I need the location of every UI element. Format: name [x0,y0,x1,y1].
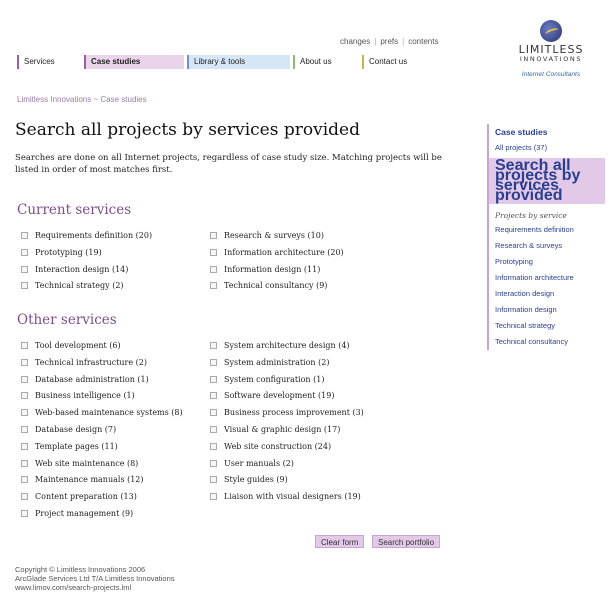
service-option[interactable] [210,231,324,241]
service-option[interactable] [210,248,344,258]
service-option[interactable] [21,375,149,385]
sidebar-subheading: Projects by service [495,211,567,220]
changes-link[interactable]: changes [340,37,371,46]
service-option[interactable] [210,391,334,401]
globe-logo-icon [540,20,562,42]
nav-tab-library-tools[interactable]: Library & tools [187,55,290,69]
service-label: Technical infrastructure (2) [35,357,147,367]
service-label: System architecture design (4) [224,341,350,350]
service-checkbox[interactable] [21,426,28,433]
service-checkbox[interactable] [21,342,28,349]
other-services-heading: Other services [17,312,117,328]
service-label: Web-based maintenance systems (8) [35,408,183,418]
service-checkbox[interactable] [210,376,217,383]
service-checkbox[interactable] [21,510,28,517]
service-label: Style guides (9) [224,475,288,485]
service-label: Prototyping (19) [35,247,102,257]
service-label: Database administration (1) [35,374,149,384]
service-checkbox[interactable] [210,282,217,289]
footer-url: www.limov.com/search-projects.lml [15,583,132,592]
service-option[interactable] [210,459,294,469]
utility-links: changes | prefs | contents [340,37,439,46]
service-option[interactable] [210,265,320,275]
sidebar-item[interactable]: Interaction design [495,289,555,298]
service-label: Project management (9) [35,509,134,518]
sidebar-service-list [489,222,605,350]
nav-tab-about-us[interactable]: About us [293,55,359,69]
clear-form-button[interactable]: Clear form [315,535,364,548]
service-checkbox[interactable] [21,232,28,239]
service-checkbox[interactable] [21,493,28,500]
nav-tab-case-studies[interactable]: Case studies [84,55,184,69]
sidebar-active-item[interactable]: Search all projects by services provided [489,158,605,204]
sidebar [487,124,605,350]
service-label: Tool development (6) [35,341,121,350]
intro-text: Searches are done on all Internet projects, regardless of case study size. Matching projects will be listed in order of most matches first. [15,153,442,175]
service-option[interactable] [210,408,364,418]
logo-sub: INNOVATIONS [519,55,583,63]
service-checkbox[interactable] [21,409,28,416]
service-checkbox[interactable] [21,460,28,467]
service-label: Web site construction (24) [224,441,332,451]
service-option[interactable] [21,281,124,291]
service-option[interactable] [210,341,350,351]
service-label: User manuals (2) [224,458,294,468]
sidebar-item[interactable]: Prototyping [495,257,533,266]
service-label: Information architecture (20) [224,247,344,257]
service-label: Requirements definition (20) [35,231,153,240]
logo-name: LIMITLESS [518,43,584,56]
prefs-link[interactable]: prefs [380,37,399,46]
service-checkbox[interactable] [210,249,217,256]
service-label: Web site maintenance (8) [35,458,139,468]
service-option[interactable] [21,442,118,452]
service-option[interactable] [21,248,102,258]
service-checkbox[interactable] [21,249,28,256]
service-label: Liaison with visual designers (19) [224,492,361,502]
service-option[interactable] [21,341,121,351]
service-checkbox[interactable] [210,232,217,239]
service-label: Template pages (11) [35,441,118,451]
service-label: Information design (11) [224,264,321,274]
service-checkbox[interactable] [21,392,28,399]
service-label: Business process improvement (3) [224,408,364,418]
service-label: Database design (7) [35,425,117,434]
service-label: Interaction design (14) [35,264,129,274]
service-option[interactable] [21,265,128,275]
service-label: Technical strategy (2) [35,281,124,291]
service-checkbox[interactable] [210,460,217,467]
logo[interactable] [506,20,596,78]
service-label: System administration (2) [224,357,330,367]
sidebar-all-projects[interactable]: All projects (37) [495,143,548,152]
footer-company: ArcGlade Services Ltd T/A Limitless Innovations [15,574,175,583]
service-option[interactable] [21,475,144,485]
current-services-heading: Current services [17,202,132,218]
service-checkbox[interactable] [210,476,217,483]
footer [15,565,175,592]
service-option[interactable] [21,492,137,502]
service-checkbox[interactable] [21,376,28,383]
service-option[interactable] [210,281,327,291]
service-checkbox[interactable] [210,409,217,416]
nav-tab-services[interactable]: Services [17,55,83,69]
service-option[interactable] [21,459,138,469]
service-checkbox[interactable] [21,266,28,273]
service-option[interactable] [21,391,135,401]
sidebar-item[interactable]: Research & surveys [495,241,563,250]
service-label: Technical consultancy (9) [224,281,328,291]
service-checkbox[interactable] [210,493,217,500]
service-checkbox[interactable] [210,266,217,273]
service-label: Content preparation (13) [35,492,137,502]
sidebar-item[interactable]: Technical strategy [495,321,556,330]
service-label: System configuration (1) [224,374,325,384]
service-option[interactable] [210,375,324,385]
sidebar-item[interactable]: Information architecture [495,273,574,282]
service-label: Visual & graphic design (17) [224,425,341,434]
service-checkbox[interactable] [21,476,28,483]
service-checkbox[interactable] [210,392,217,399]
service-option[interactable] [210,358,329,368]
service-option[interactable] [21,425,116,435]
service-label: Software development (19) [224,391,335,401]
breadcrumb[interactable]: Limitless Innovations ~ Case studies [17,95,147,104]
service-checkbox[interactable] [21,443,28,450]
service-label: Research & surveys (10) [224,231,324,240]
service-checkbox[interactable] [210,443,217,450]
sidebar-item[interactable]: Information design [495,305,557,314]
service-option[interactable] [21,408,183,418]
page-title: Search all projects by services provided [15,120,360,140]
sidebar-item[interactable]: Technical consultancy [495,337,568,346]
service-option[interactable] [210,475,288,485]
sidebar-item[interactable]: Requirements definition [495,225,574,234]
service-checkbox[interactable] [210,359,217,366]
service-checkbox[interactable] [210,342,217,349]
logo-tagline: Internet Consultants [521,71,581,78]
service-option[interactable] [21,509,133,519]
service-checkbox[interactable] [21,282,28,289]
service-option[interactable] [210,442,331,452]
service-label: Maintenance manuals (12) [35,475,144,485]
service-checkbox[interactable] [210,426,217,433]
service-label: Business intelligence (1) [35,391,135,401]
service-option[interactable] [21,231,152,241]
service-option[interactable] [210,492,361,502]
service-option[interactable] [21,358,147,368]
service-checkbox[interactable] [21,359,28,366]
footer-copyright: Copyright © Limitless Innovations 2006 [15,565,146,574]
contents-link[interactable]: contents [408,37,439,46]
search-portfolio-button[interactable]: Search portfolio [372,535,440,548]
sidebar-heading[interactable]: Case studies [495,127,548,137]
nav-tab-contact-us[interactable]: Contact us [362,55,442,69]
service-option[interactable] [210,425,340,435]
